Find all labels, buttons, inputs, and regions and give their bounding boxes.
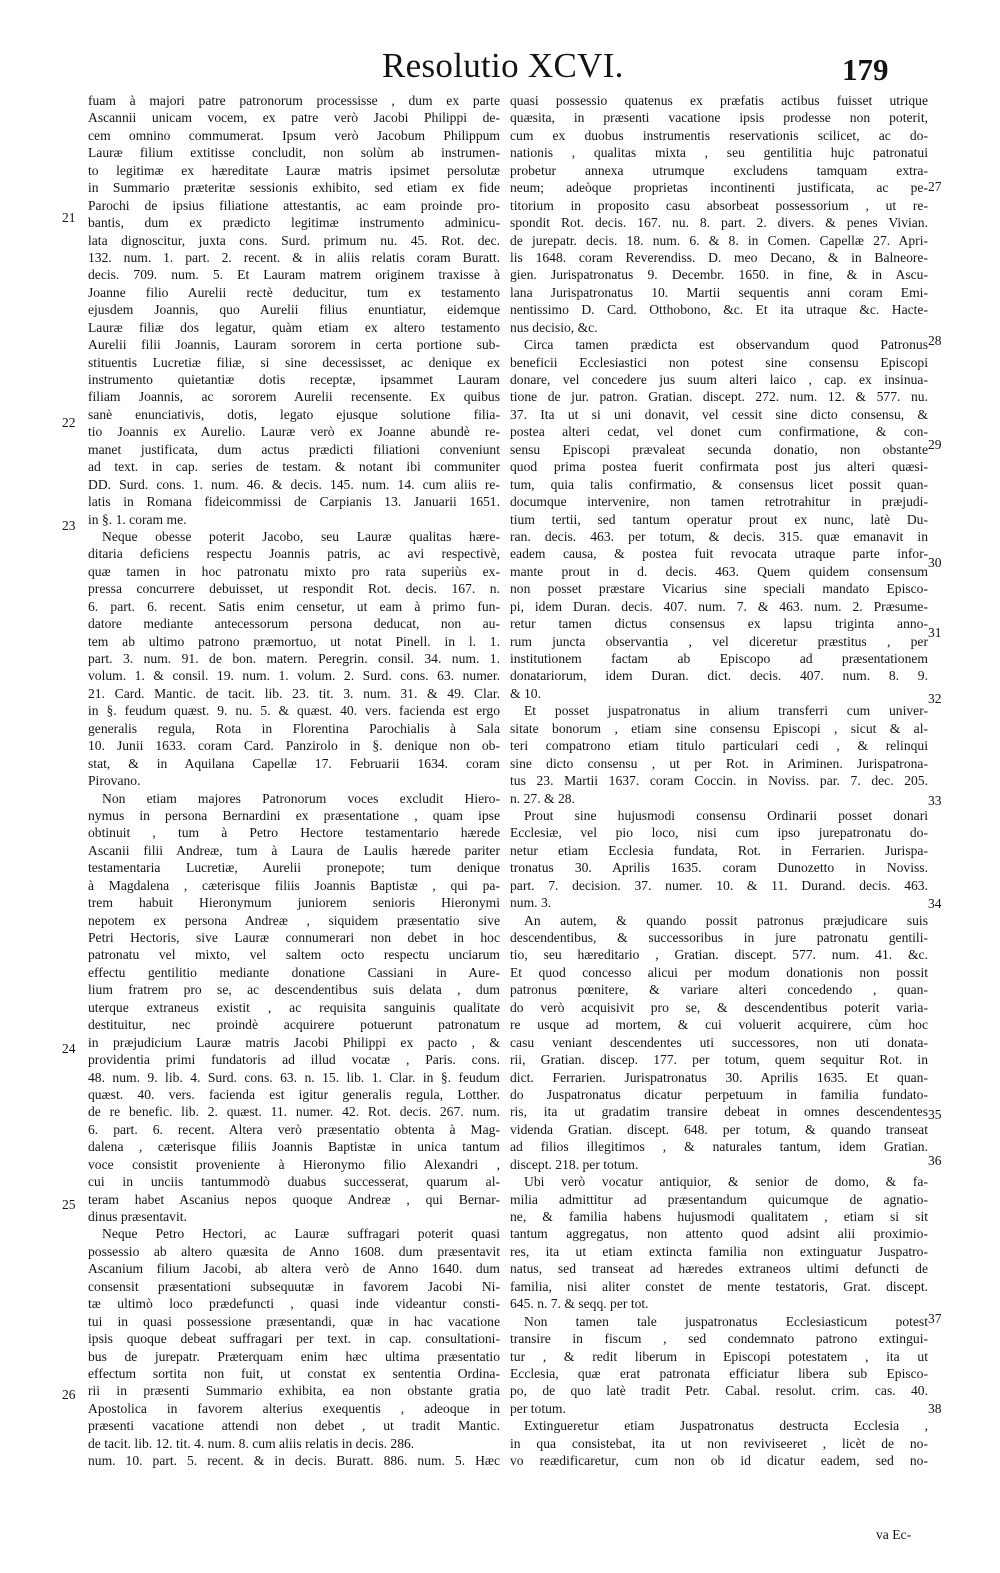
running-head xyxy=(0,44,1000,94)
text-line: po, de quo latè tradit Petr. Cabal. resolut. crim. cas. 40. xyxy=(510,1383,928,1399)
text-line: nus decisio, &c. xyxy=(510,319,598,335)
text-line: rii, Gratian. discep. 177. per totum, quem sequitur Rot. in xyxy=(510,1052,928,1068)
text-line: effectu gentilitio mediante donatione Cassiani in Aure- xyxy=(88,964,500,980)
text-line: 48. num. 9. lib. 4. Surd. cons. 63. n. 15. lib. 1. Clar. in §. feudum xyxy=(88,1069,500,1085)
text-line: Lauræ filium extitisse concludit, non solùm ab instrumen- xyxy=(88,145,500,161)
text-line: donatariorum, idem Duran. dict. decis. 407. num. 8. 9. xyxy=(510,668,928,684)
text-line: de jurepatr. decis. 18. num. 6. & 8. in Comen. Capellæ 27. Apri- xyxy=(510,232,928,248)
text-line: datore mediante antecessorum persona deducat, non au- xyxy=(88,616,500,632)
margin-number: 24 xyxy=(62,1041,76,1056)
text-line: part. 7. decision. 37. numer. 10. & 11. Durand. decis. 463. xyxy=(510,877,928,893)
text-line: filiam Joannis, ac sororem Aurelii recensente. Ex quibus xyxy=(88,389,500,405)
text-line: tem ab ultimo patrono præmortuo, ut notat Pinell. in l. 1. xyxy=(88,633,500,649)
text-line: 21. Card. Mantic. de tacit. lib. 23. tit. 3. num. 31. & 49. Clar. xyxy=(88,685,500,701)
text-line: gien. Jurispatronatus 9. Decembr. 1650. in fine, & in Ascu- xyxy=(510,267,928,283)
text-line: pressa concurrere debuisset, ut respondit Rot. decis. 167. n. xyxy=(88,581,500,597)
text-line: generalis regula, Rota in Florentina Parochialis à Sala xyxy=(88,720,500,736)
text-line: sitate bonorum , etiam sine consensu Episcopi , sicut & al- xyxy=(510,720,928,736)
text-line: quasi possessio quatenus ex præfatis actibus fuisset utrique xyxy=(510,93,928,108)
text-line: de tacit. lib. 12. tit. 4. num. 8. cum aliis relatis in decis. 286. xyxy=(88,1435,415,1451)
text-line: obtinuit , tum à Petro Hectore testamentario hærede xyxy=(88,825,500,841)
text-line: casu veniant descendentes uti successores, non uti donata- xyxy=(510,1034,928,1050)
text-line: teri compatrono etiam titulo particulari cedi , & relinqui xyxy=(510,738,928,754)
text-line: videnda Gratian. discept. 648. per totum, & quando transeat xyxy=(510,1121,928,1137)
text-line: familia, nisi aliter constet de mente testatoris, Grat. discept. xyxy=(510,1278,928,1294)
running-title: Resolutio XCVI. xyxy=(382,46,624,85)
text-line: latis in Romana fideicommissi de Carpianis 13. Januarii 1651. xyxy=(88,494,500,510)
text-line: 6. part. 6. recent. Satis enim censetur, ut eam à primo fun- xyxy=(88,598,500,614)
text-line: eadem causa, & postea fuit revocata utraque parte infor- xyxy=(510,546,928,562)
text-line: tantum aggregatus, non attento quod adsint alii proximio- xyxy=(510,1226,928,1242)
text-line: natus, sed transeat ad hæredes extraneos ultimi defuncti de xyxy=(510,1261,928,1277)
text-line: lium fratrem pro se, ac descendentibus suis delata , dum xyxy=(88,982,500,998)
text-line: Pirovano. xyxy=(88,773,141,789)
text-line: instrumento quietantiæ dotis receptæ, ipsammet Lauram xyxy=(88,372,500,387)
text-line: effectum sortita non fuit, ut constat ex sententia Ordina- xyxy=(88,1365,500,1381)
text-line: to legitimæ ex hæreditate Lauræ matris ipsimet persolutæ xyxy=(88,162,500,178)
text-line: 6. part. 6. recent. Altera verò præsentatio obtenta à Mag- xyxy=(88,1121,500,1137)
text-line: cem omnino commumerat. Ipsum verò Jacobum Philippum xyxy=(88,127,500,143)
margin-number: 35 xyxy=(928,1107,942,1122)
text-line: quæst. 40. vers. facienda est igitur generalis regula, Lotther. xyxy=(88,1086,500,1102)
text-line: lis 1648. coram Reverendiss. D. meo Decano, & in Balneore- xyxy=(510,249,928,265)
text-line: ejusdem Joannis, quo Aurelii filius enuntiatur, eidemque xyxy=(88,302,500,318)
text-line: patronatu vel mixto, vel saltem octo respectu unciarum xyxy=(88,947,500,963)
text-line: nationis , qualitas mixta , seu gentilitia hujc patronatui xyxy=(510,145,928,161)
text-line: DD. Surd. cons. 1. num. 46. & decis. 145. num. 14. cum aliis re- xyxy=(88,476,500,492)
margin-number: 33 xyxy=(928,793,942,808)
text-line: Neque obesse poterit Jacobo, seu Lauræ qualitas hære- xyxy=(102,528,500,544)
text-line: testamentaria Lucretiæ, Aurelii pronepote; tum denique xyxy=(88,860,500,876)
margin-number: 25 xyxy=(62,1197,76,1212)
text-line: milia admittitur ad præsentandum quicumque de agnatio- xyxy=(510,1191,928,1207)
margin-number: 36 xyxy=(928,1153,942,1168)
text-line: do Juspatronatus dicatur perpetuum in familia fundato- xyxy=(510,1086,928,1102)
text-line: Circa tamen prædicta est observandum quod Patronus xyxy=(524,337,928,353)
text-line: tronatus 30. Aprilis 1635. coram Dunozetto in Noviss. xyxy=(510,860,928,876)
text-line: neum; adeòque proprietas incontinenti justificata, ac pe- xyxy=(510,180,928,196)
text-line: quæsita, in præsenti vacatione ipsis prodesse non poterit, xyxy=(510,110,928,126)
left-column xyxy=(88,92,500,1470)
page-number: 179 xyxy=(842,52,889,87)
margin-number: 28 xyxy=(928,333,942,348)
text-line: sine dicto consensu , ut per Rot. in Ariminen. Jurispatrona- xyxy=(510,755,928,771)
text-line: re usque ad mortem, & cui voluerit acquirere, cùm hoc xyxy=(510,1017,928,1033)
text-line: decis. 709. num. 5. Et Lauram matrem originem traxisse à xyxy=(88,267,500,283)
text-line: ad filios illegitimos , & naturales tantum, idem Gratian. xyxy=(510,1139,928,1155)
text-line: quod prima postea fuerit confirmata post jus alteri quæsi- xyxy=(510,459,928,475)
text-line: consensit præsentationi subsequutæ in favorem Jacobi Ni- xyxy=(88,1278,500,1294)
text-line: Neque Petro Hectori, ac Lauræ suffragari poterit quasi xyxy=(102,1226,500,1242)
text-line: mante prout in d. decis. 463. Quem quidem consensum xyxy=(510,563,928,579)
text-line: Aurelii filii Joannis, Lauram sororem in certa portione sub- xyxy=(88,337,500,353)
text-line: in §. feudum quæst. 9. nu. 5. & quæst. 40. vers. facienda est ergo xyxy=(88,703,500,719)
text-line: ipsis quoque debeat suffragari per text. in cap. consultationi- xyxy=(88,1331,500,1347)
text-line: tio, seu hæreditario , Gratian. discept. 577. num. 41. &c. xyxy=(510,947,928,963)
margin-number: 34 xyxy=(928,896,942,911)
text-line: tui in quasi possessione præsentandi, quæ in hac vacatione xyxy=(88,1313,500,1329)
text-line: tum, quia talis confirmatio, & consensus licet possit quan- xyxy=(510,476,928,492)
text-line: destituitur, nec proindè acquirere potuerunt patronatum xyxy=(88,1017,500,1033)
text-line: sensu Episcopi prævaleat secunda donatio, non obstante xyxy=(510,441,928,457)
text-line: ris, ita ut gradatim transire debeat in omnes descendentes xyxy=(510,1104,928,1120)
text-line: part. 3. num. 91. de bon. matern. Peregrin. consil. 34. num. 1. xyxy=(88,651,500,666)
margin-number: 22 xyxy=(62,415,76,430)
text-line: Ecclesiæ, vel pio loco, nisi cum ipso jurepatronatu do- xyxy=(510,825,928,841)
text-line: pi, idem Duran. decis. 407. num. 7. & 463. num. 2. Præsume- xyxy=(510,598,928,614)
text-line: tione de jur. patron. Gratian. discept. 272. num. 12. & 577. nu. xyxy=(510,389,928,405)
text-line: Ecclesia, quæ erat patronata efficiatur libera sub Episco- xyxy=(510,1365,928,1381)
text-line: providentia primi fundatoris ad illud vocatæ , Paris. cons. xyxy=(88,1052,500,1068)
text-line: dalena , cæterisque filiis Joannis Baptistæ in unica tantum xyxy=(88,1139,500,1155)
margin-number: 27 xyxy=(928,179,942,194)
text-line: institutionem factam ab Episcopo ad præsentationem xyxy=(510,651,928,666)
text-line: do verò acquisivit pro se, & descendentibus poterit varia- xyxy=(510,999,928,1015)
text-line: res, ita ut etiam extincta familia non extinguatur Juspatro- xyxy=(510,1243,928,1259)
text-line: vo reædificaretur, cum non ob id dicatur eadem, sed no- xyxy=(510,1453,928,1469)
text-line: lana Jurispatronatus 10. Martii sequentis anni coram Emi- xyxy=(510,284,928,300)
text-line: documque intervenire, non tamen retrotrahitur in præjudi- xyxy=(510,494,928,510)
text-line: in qua consistebat, ita ut non reviviseeret , licèt de no- xyxy=(510,1435,928,1451)
text-line: Et quod concesso alicui per modum donationis non possit xyxy=(510,964,928,980)
text-line: & 10. xyxy=(510,685,541,701)
text-line: Parochi de ipsius filiatione attestantis, ac eam proinde pro- xyxy=(88,197,500,213)
text-line: in Summario præteritæ sessionis exhibito, sed etiam ex fide xyxy=(88,180,500,196)
margin-number: 31 xyxy=(928,625,942,640)
text-line: An autem, & quando possit patronus præjudicare suis xyxy=(524,912,928,928)
text-line: num. 10. part. 5. recent. & in decis. Buratt. 886. num. 5. Hæc xyxy=(88,1453,500,1469)
text-line: tio Joannis ex Aurelio. Lauræ verò ex Joanne abundè re- xyxy=(88,424,500,440)
text-line: postea alteri cedat, vel donet cum confirmatione, & con- xyxy=(510,424,928,440)
text-line: discept. 218. per totum. xyxy=(510,1156,639,1172)
text-line: per totum. xyxy=(510,1400,566,1416)
text-line: cum ex duobus instrumentis reservationis scilicet, ac do- xyxy=(510,127,928,143)
text-line: 132. num. 1. part. 2. recent. & in aliis relatis coram Buratt. xyxy=(88,249,500,265)
margin-number: 38 xyxy=(928,1401,942,1416)
text-line: possessio ab altero quæsita de Anno 1608. dum præsentavit xyxy=(88,1243,500,1259)
text-line: bantis, dum ex prædicto legitimæ instrumento adminicu- xyxy=(88,215,500,231)
margin-number: 30 xyxy=(928,555,942,570)
text-line: n. 27. & 28. xyxy=(510,790,575,806)
text-line: Ascanii filii Andreæ, tum à Laura de Laulis hærede pariter xyxy=(88,842,500,858)
text-line: patronus pœnitere, & variare alteri concedendo , quan- xyxy=(510,982,928,998)
margin-number: 21 xyxy=(62,210,76,225)
text-line: nymus in persona Bernardini ex præsentatione , quam ipse xyxy=(88,807,500,823)
text-line: rum juncta observantia , vel diceretur præstitus , per xyxy=(510,633,928,649)
margin-number: 29 xyxy=(928,437,942,452)
text-line: trem habuit Hieronymum juniorem senioris Hieronymi xyxy=(88,895,500,911)
text-line: sanè enunciativis, dotis, legato ejusque solutione filia- xyxy=(88,406,500,422)
text-line: descendentibus, & successoribus in jure patronatu gentili- xyxy=(510,930,928,945)
text-line: Joanne filio Aurelii rectè deducitur, tum ex testamento xyxy=(88,284,500,300)
text-line: Lauræ filiæ dos legatur, quàm etiam ex altero testamento xyxy=(88,319,500,335)
margin-number: 37 xyxy=(928,1311,942,1326)
text-line: rii in præsenti Summario exhibita, ea non obstante gratia xyxy=(88,1383,500,1399)
text-line: manet justificata, dum actus prædicti filiationi conveniunt xyxy=(88,441,500,457)
text-line: quæ tamen in hoc patronatu mixto pro rata superiùs ex- xyxy=(88,563,500,579)
text-line: transire in fiscum , sed condemnato patrono extingui- xyxy=(510,1331,928,1347)
text-line: in §. 1. coram me. xyxy=(88,511,187,527)
catchword: va Ec- xyxy=(876,1527,912,1542)
text-line: à Magdalena , cæterisque filiis Joannis Baptistæ , qui pa- xyxy=(88,877,500,893)
text-line: tur , & redit liberum in Episcopi potestatem , ita ut xyxy=(510,1348,928,1364)
text-line: spondit Rot. decis. 167. nu. 8. part. 2. divers. & penes Vivian. xyxy=(510,215,928,231)
text-line: bus de jurepatr. Præterquam enim hæc ultima præsentatio xyxy=(88,1348,500,1364)
text-line: titorium in proposito casu absorbeat possessorium , ut re- xyxy=(510,197,928,213)
text-line: num. 3. xyxy=(510,895,552,911)
text-line: donare, vel concedere jus suum alteri laico , cap. ex insinua- xyxy=(510,372,928,387)
text-line: 37. Ita ut si uni donavit, vel cessit sine dicto consensu, & xyxy=(510,406,928,422)
text-line: 645. n. 7. & seqq. per tot. xyxy=(510,1296,649,1312)
text-line: Ascannii unicam vocem, ex patre verò Jacobi Philippi de- xyxy=(88,110,500,126)
text-line: lata dignoscitur, juxta cons. Surd. primum nu. 45. Rot. dec. xyxy=(88,232,500,248)
text-line: retur tamen dictus consensus ex lapsu triginta anno- xyxy=(510,616,928,632)
text-line: Ascanium filium Jacobi, ab altera verò de Anno 1640. dum xyxy=(88,1261,500,1277)
text-line: ne, & familia habens hujusmodi qualitatem , etiam si sit xyxy=(510,1209,928,1224)
text-line: ditaria deficiens respectu Joannis patris, ac avi respectivè, xyxy=(88,546,500,562)
text-line: in præjudicium Lauræ matris Jacobi Philippi ex pacto , & xyxy=(88,1034,500,1050)
text-line: probetur annexa utrumque excludens tamquam extra- xyxy=(510,162,928,178)
text-line: Non etiam majores Patronorum voces excludit Hiero- xyxy=(102,790,500,806)
text-line: nentissimo D. Card. Otthobono, &c. Et ita utraque &c. Hacte- xyxy=(510,302,928,318)
text-line: tium tertii, sed tantum operatur prout ex nunc, latè Du- xyxy=(510,511,928,527)
text-line: ran. decis. 463. per totum, & decis. 315. quæ emanavit in xyxy=(510,528,928,544)
right-column xyxy=(510,92,928,1470)
text-line: dict. Ferrarien. Jurispatronatus 30. Aprilis 1635. Et quan- xyxy=(510,1069,928,1085)
text-line: Ubi verò vocatur antiquior, & senior de domo, & fa- xyxy=(524,1174,928,1190)
text-line: Petri Hectoris, sive Lauræ connumerari non debet in hoc xyxy=(88,930,500,945)
text-line: tæ ultimò loco prædefuncti , quasi inde videantur consti- xyxy=(88,1296,500,1312)
text-line: non posset præstare Vicarius sine speciali mandato Episco- xyxy=(510,581,928,597)
text-line: tus 23. Martii 1637. coram Coccin. in Noviss. par. 7. dec. 205. xyxy=(510,773,928,789)
text-line: Non tamen tale juspatronatus Ecclesiasticum potest xyxy=(524,1313,928,1329)
text-line: præsenti vacatione attendi non debet , ut tradit Mantic. xyxy=(88,1418,500,1434)
text-line: Apostolica in favorem alterius exequentis , adeoque in xyxy=(88,1400,500,1416)
text-line: Et posset juspatronatus in alium transferri cum univer- xyxy=(524,703,928,719)
text-line: Prout sine hujusmodi consensu Ordinarii posset donari xyxy=(524,807,928,823)
text-line: stat, & in Aquilana Capellæ 17. Februarii 1634. coram xyxy=(88,755,500,771)
margin-number: 32 xyxy=(928,691,942,706)
margin-number: 26 xyxy=(62,1387,76,1402)
text-line: volum. 1. & consil. 19. num. 1. volum. 2. Surd. cons. 63. numer. xyxy=(88,668,500,684)
text-line: beneficii Ecclesiastici non potest sine consensu Episcopi xyxy=(510,354,928,370)
text-line: fuam à majori patre patronorum processisse , dum ex parte xyxy=(88,93,500,108)
margin-number: 23 xyxy=(62,518,76,533)
text-line: voce consistit proveniente à Hieronymo filio Alexandri , xyxy=(88,1156,500,1172)
text-line: 10. Junii 1633. coram Card. Panzirolo in §. denique non ob- xyxy=(88,738,500,754)
text-line: uterque extraneus existit , ac requisita sanguinis qualitate xyxy=(88,999,500,1015)
text-line: dinus præsentavit. xyxy=(88,1209,187,1224)
text-line: netur etiam Ecclesia fundata, Rot. in Ferrarien. Jurispa- xyxy=(510,842,928,858)
text-line: ad text. in cap. series de testam. & notant ibi communiter xyxy=(88,459,500,475)
text-line: Extingueretur etiam Juspatronatus destructa Ecclesia , xyxy=(524,1418,928,1434)
text-line: de re benefic. lib. 2. quæst. 11. numer. 42. Rot. decis. 267. num. xyxy=(88,1104,500,1120)
text-line: cui in unciis tantummodò duabus successerat, quarum al- xyxy=(88,1174,500,1190)
text-line: stituentis Lucretiæ filiæ, si sine decessisset, ac denique ex xyxy=(88,354,500,370)
text-line: nepotem ex persona Andreæ , siquidem præsentatio sive xyxy=(88,912,500,928)
text-line: teram habet Ascanius nepos quoque Andreæ , qui Bernar- xyxy=(88,1191,500,1207)
